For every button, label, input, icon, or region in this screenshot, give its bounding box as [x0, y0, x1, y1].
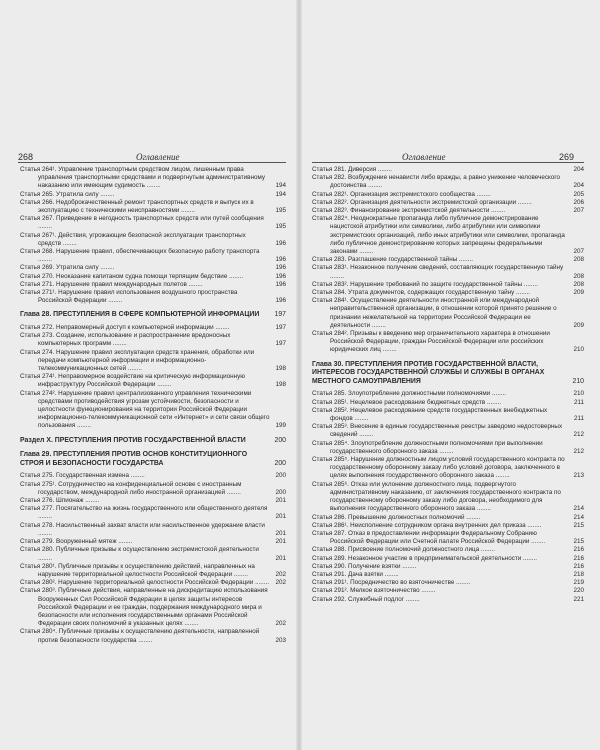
toc-page-number: 200: [274, 436, 286, 444]
toc-entry: [312, 330, 584, 355]
toc-entry-title: Статья 284². Призывы к введению мер ограничительного характера в отношении Российской Федерации, граждан Российской Федерации или российских юридических лиц ........: [312, 330, 550, 354]
toc-entry: [312, 563, 584, 571]
toc-page-number: 216: [573, 554, 584, 562]
toc-page-number: 199: [275, 422, 286, 430]
toc-page-number: 203: [275, 636, 286, 644]
toc-entry: [312, 207, 584, 215]
toc-page-number: 196: [275, 297, 286, 305]
toc-page-number: 215: [573, 521, 584, 529]
toc-entry-title: Статья 267¹. Действия, угрожающие безопасной эксплуатации транспортных средств ........: [20, 231, 246, 247]
toc-entry: [20, 522, 286, 538]
toc-entry: [20, 324, 286, 332]
toc-entry: [312, 423, 584, 439]
toc-page-number: 215: [573, 538, 584, 546]
toc-entry-title: Статья 264¹. Управление транспортным средством лицом, лишенным права управления транспортными средствами и подвергнутым административному наказанию или имеющим судимость ........: [20, 166, 266, 190]
toc-page-number: 221: [573, 595, 584, 603]
toc-entry-title: Статья 285⁴. Злоупотребление должностными полномочиями при выполнении государственного оборонного заказа ........: [312, 439, 543, 455]
toc-entry-title: Статья 284. Утрата документов, содержащих государственную тайну ........: [312, 289, 531, 297]
toc-page-number: 207: [573, 207, 584, 215]
left-page-number: 268: [18, 152, 34, 162]
toc-entry: [312, 440, 584, 456]
toc-entry-title: Статья 273. Создание, использование и распространение вредоносных компьютерных программ ........: [20, 332, 231, 348]
toc-page-number: 211: [573, 415, 584, 423]
toc-page-number: 196: [275, 272, 286, 280]
toc-entry: [312, 264, 584, 280]
toc-page-number: 201: [275, 497, 286, 505]
toc-page-number: 197: [274, 311, 286, 319]
toc-entry: [312, 555, 584, 563]
toc-page-number: 204: [573, 182, 584, 190]
toc-entry: [20, 273, 286, 281]
toc-page-number: 200: [275, 472, 286, 480]
toc-entry-title: Статья 284¹. Осуществление деятельности иностранной или международной неправительственной организации, в отношении которой принято решение о признании нежелательной на территории Российской Федерации ее деятельности ........: [312, 297, 557, 329]
right-page-number: 269: [558, 152, 574, 162]
toc-entry-title: Статья 274¹. Неправомерное воздействие на критическую информационную инфраструктуру Российской Федерации ........: [20, 373, 245, 389]
toc-entry-title: Статья 291¹. Посредничество во взяточничестве ........: [312, 579, 471, 587]
toc-entry-title: Статья 286. Превышение должностных полномочий ........: [312, 513, 481, 521]
toc-page-number: 207: [573, 248, 584, 256]
toc-entry-title: Статья 291. Дача взятки ........: [312, 570, 399, 578]
toc-entry: [312, 546, 584, 554]
toc-chapter-heading: [312, 361, 584, 387]
toc-entry: [312, 514, 584, 522]
toc-page-number: 201: [275, 529, 286, 537]
toc-entry-title: Статья 269. Утратила силу ........: [20, 264, 115, 272]
toc-page-number: 200: [275, 488, 286, 496]
toc-entry: [312, 390, 584, 398]
toc-entry: [20, 481, 286, 497]
toc-page-number: 201: [275, 554, 286, 562]
toc-entry: [20, 281, 286, 289]
toc-entry: [20, 472, 286, 480]
toc-entry: [20, 332, 286, 348]
toc-chapter-heading: [20, 437, 286, 446]
toc-entry-title: Статья 283. Разглашение государственной тайны ........: [312, 256, 474, 264]
toc-entry-title: Статья 280¹. Публичные призывы к осуществлению действий, направленных на нарушение территориальной целостности Российской Федерации ........: [20, 562, 255, 578]
toc-entry-title: Глава 29. ПРЕСТУПЛЕНИЯ ПРОТИВ ОСНОВ КОНСТИТУЦИОННОГО СТРОЯ И БЕЗОПАСНОСТИ ГОСУДАРСТВА: [20, 451, 248, 467]
toc-entry-title: Статья 285². Нецелевое расходование средств государственных внебюджетных фондов ........: [312, 406, 548, 423]
toc-entry: [20, 505, 286, 521]
toc-page-number: 201: [275, 513, 286, 521]
toc-entry: [312, 199, 584, 207]
toc-entry-title: Статья 282⁴. Неоднократные пропаганда либо публичное демонстрирование нацистской атрибутики или символики, либо атрибутики или символики экстремистских организаций, либо иных атрибутики или символики, пропаганда либо публичное демонстрирование которых запрещены федеральными законами ........: [312, 215, 565, 256]
toc-page-number: 195: [275, 223, 286, 231]
toc-page-number: 205: [573, 190, 584, 198]
toc-entry-title: Статья 285³. Внесение в единые государственные реестры заведомо недостоверных сведений ........: [312, 423, 563, 439]
toc-entry: [20, 191, 286, 199]
toc-entry: [312, 281, 584, 289]
toc-entry: [20, 215, 286, 231]
toc-page-number: 194: [275, 190, 286, 198]
toc-entry: [312, 166, 584, 174]
toc-entry: [20, 373, 286, 389]
toc-entry-title: Статья 279. Вооруженный мятеж ........: [20, 538, 133, 546]
toc-entry: [312, 481, 584, 514]
toc-entry-title: Раздел X. ПРЕСТУПЛЕНИЯ ПРОТИВ ГОСУДАРСТВЕННОЙ ВЛАСТИ: [20, 436, 246, 444]
toc-entry: [20, 264, 286, 272]
toc-page-number: 209: [573, 321, 584, 329]
toc-entry-title: Статья 274². Нарушение правил централизованного управления техническими средствами противодействия угрозам устойчивости, безопасности и целостности функционирования на территории Российской Федерации информационно-телекоммуникационной сети «Интернет» и сети связи общего пользования ........: [20, 389, 270, 430]
toc-entry: [20, 390, 286, 431]
toc-page-number: 210: [573, 390, 584, 398]
toc-entry-title: Статья 289. Незаконное участие в предпринимательской деятельности ........: [312, 554, 538, 562]
toc-entry: [312, 571, 584, 579]
right-header-rule: [312, 162, 584, 163]
toc-entry-title: Статья 267. Приведение в негодность транспортных средств или путей сообщения ........: [20, 215, 264, 231]
toc-entry-title: Статья 291². Мелкое взяточничество ........: [312, 587, 436, 595]
toc-page-number: 208: [573, 272, 584, 280]
left-header-rule: [18, 162, 286, 163]
toc-entry-title: Статья 265. Утратила силу ........: [20, 190, 115, 198]
toc-entry-title: Статья 288. Присвоение полномочий должностного лица ........: [312, 546, 495, 554]
toc-chapter-heading: [20, 311, 286, 320]
toc-entry-title: Статья 271¹. Нарушение правил использования воздушного пространства Российской Федерации ........: [20, 289, 238, 305]
toc-page-number: 220: [573, 587, 584, 595]
toc-page-number: 210: [573, 346, 584, 354]
toc-entry-title: Статья 281. Диверсия ........: [312, 166, 392, 173]
toc-entry: [312, 174, 584, 190]
toc-entry-title: Статья 275. Государственная измена ........: [20, 472, 145, 480]
toc-page-number: 212: [573, 431, 584, 439]
toc-entry: [312, 456, 584, 481]
left-running-title: Оглавление: [136, 152, 180, 162]
toc-entry-title: Статья 282². Организация деятельности экстремистской организации ........: [312, 198, 532, 206]
toc-entry: [20, 289, 286, 305]
toc-entry-title: Статья 277. Посягательство на жизнь государственного или общественного деятеля ........: [20, 505, 268, 521]
toc-page-number: 212: [573, 447, 584, 455]
right-running-title: Оглавление: [402, 152, 446, 162]
toc-page-number: 196: [275, 256, 286, 264]
toc-page-number: 209: [573, 289, 584, 297]
toc-entry-title: Статья 278. Насильственный захват власти или насильственное удержание власти ........: [20, 521, 265, 537]
toc-page-number: 196: [275, 239, 286, 247]
toc-entry: [312, 399, 584, 407]
toc-entry-title: Статья 283². Нарушение требований по защите государственной тайны ........: [312, 280, 538, 288]
toc-chapter-heading: [20, 451, 286, 468]
toc-page-number: 206: [573, 198, 584, 206]
toc-entry-title: Статья 276. Шпионаж ........: [20, 497, 100, 505]
toc-entry: [20, 563, 286, 579]
toc-page-number: 210: [572, 377, 584, 385]
toc-entry: [20, 587, 286, 628]
toc-entry-title: Статья 271. Нарушение правил международных полетов ........: [20, 280, 203, 288]
toc-page-number: 219: [573, 579, 584, 587]
toc-entry-title: Статья 266. Недоброкачественный ремонт транспортных средств и выпуск их в эксплуатацию с техническими неисправностями ........: [20, 198, 254, 215]
toc-entry-title: Статья 285. Злоупотребление должностными полномочиями ........: [312, 390, 506, 398]
toc-page-number: 211: [573, 398, 584, 406]
toc-page-number: 208: [573, 280, 584, 288]
toc-entry: [312, 407, 584, 423]
toc-entry-title: Статья 282¹. Организация экстремистского сообщества ........: [312, 190, 491, 198]
toc-page-number: 202: [275, 570, 286, 578]
toc-entry-title: Статья 285⁶. Отказ или уклонение должностного лица, подвергнутого административному наказанию, от заключения государственного контракта по государственному оборонному заказу либо договора, необходимого для выполнения государственного оборонного заказа ........: [312, 480, 561, 513]
toc-entry-title: Статья 290. Получение взятки ........: [312, 562, 417, 570]
toc-entry: [312, 191, 584, 199]
toc-entry-title: Статья 285¹. Нецелевое расходование бюджетных средств ........: [312, 398, 501, 406]
toc-entry: [20, 628, 286, 644]
toc-page-number: 200: [274, 459, 286, 467]
toc-entry-title: Статья 268. Нарушение правил, обеспечивающих безопасную работу транспорта ........: [20, 248, 260, 264]
toc-entry-title: Статья 280³. Публичные действия, направленные на дискредитацию использования Вооруженных Сил Российской Федерации в целях защиты интересов Российской Федерации и ее граждан, поддержания международного мира и безопасности или исполнения государственными органами Российской Федерации своих полномочий в указанных целях ........: [20, 587, 268, 628]
toc-entry-title: Статья 283¹. Незаконное получение сведений, составляющих государственную тайну ........: [312, 264, 564, 280]
toc-entry-title: Статья 274. Нарушение правил эксплуатации средств хранения, обработки или передачи компьютерной информации и информационно-телекоммуникационных сетей ........: [20, 348, 255, 373]
toc-entry: [20, 349, 286, 374]
toc-entry: [312, 530, 584, 546]
toc-page-number: 198: [275, 365, 286, 373]
toc-page-number: 213: [573, 472, 584, 480]
toc-entry: [20, 166, 286, 191]
toc-entry-title: Статья 282. Возбуждение ненависти либо вражды, а равно унижение человеческого достоинства ........: [312, 174, 560, 190]
toc-entry-title: Статья 280. Публичные призывы к осуществлению экстремистской деятельности ........: [20, 546, 259, 562]
toc-entry-title: Статья 280⁴. Публичные призывы к осуществлению деятельности, направленной против безопасности государства ........: [20, 628, 260, 644]
left-toc-column: [20, 166, 286, 645]
toc-entry: [312, 587, 584, 595]
toc-entry: [20, 248, 286, 264]
toc-page-number: 202: [275, 579, 286, 587]
toc-page-number: 201: [275, 538, 286, 546]
toc-entry: [312, 579, 584, 587]
right-toc-column: [312, 166, 584, 604]
toc-entry: [312, 297, 584, 330]
toc-entry-title: Статья 272. Неправомерный доступ к компьютерной информации ........: [20, 324, 230, 332]
toc-entry-title: Статья 292. Служебный подлог ........: [312, 595, 420, 603]
toc-entry-title: Статья 270. Неоказание капитаном судна помощи терпящим бедствие ........: [20, 272, 244, 280]
toc-entry: [20, 546, 286, 562]
toc-entry-title: Глава 30. ПРЕСТУПЛЕНИЯ ПРОТИВ ГОСУДАРСТВЕННОЙ ВЛАСТИ, ИНТЕРЕСОВ ГОСУДАРСТВЕННОЙ СЛУЖБЫ И СЛУЖБЫ В ОРГАНАХ МЕСТНОГО САМОУПРАВЛЕНИЯ: [312, 360, 545, 385]
toc-page-number: 216: [573, 546, 584, 554]
toc-entry-title: Статья 282³. Финансирование экстремистской деятельности ........: [312, 207, 506, 215]
toc-entry-title: Статья 285⁵. Нарушение должностным лицом условий государственного контракта по государственному оборонному заказу либо условий договора, заключенного в целях выполнения государственного оборонного заказа ........: [312, 456, 565, 480]
toc-entry: [312, 522, 584, 530]
toc-page-number: 202: [275, 620, 286, 628]
toc-page-number: 204: [573, 166, 584, 173]
toc-entry: [312, 596, 584, 604]
toc-entry-title: Статья 275¹. Сотрудничество на конфиденциальной основе с иностранным государством, международной либо иностранной организацией ........: [20, 480, 242, 496]
toc-page-number: 196: [275, 280, 286, 288]
toc-entry: [20, 232, 286, 248]
toc-page-number: 208: [573, 256, 584, 264]
toc-entry: [20, 199, 286, 215]
toc-page-number: 216: [573, 562, 584, 570]
toc-page-number: 195: [275, 207, 286, 215]
toc-entry-title: Статья 280². Нарушение территориальной целостности Российской Федерации ........: [20, 579, 270, 587]
toc-page-number: 194: [275, 182, 286, 190]
toc-page-number: 197: [275, 340, 286, 348]
toc-page-number: 198: [275, 381, 286, 389]
toc-page-number: 218: [573, 570, 584, 578]
toc-entry-title: Статья 287. Отказ в предоставлении информации Федеральному Собранию Российской Федерации или Счетной палате Российской Федерации ........: [312, 529, 546, 546]
toc-entry-title: Глава 28. ПРЕСТУПЛЕНИЯ В СФЕРЕ КОМПЬЮТЕРНОЙ ИНФОРМАЦИИ: [20, 311, 260, 319]
book-gutter: [296, 0, 302, 750]
toc-entry-title: Статья 286¹. Неисполнение сотрудником органа внутренних дел приказа ........: [312, 521, 542, 529]
toc-page-number: 196: [275, 264, 286, 272]
toc-page-number: 197: [275, 324, 286, 332]
toc-page-number: 214: [573, 513, 584, 521]
toc-page-number: 214: [573, 505, 584, 513]
toc-entry: [312, 215, 584, 256]
